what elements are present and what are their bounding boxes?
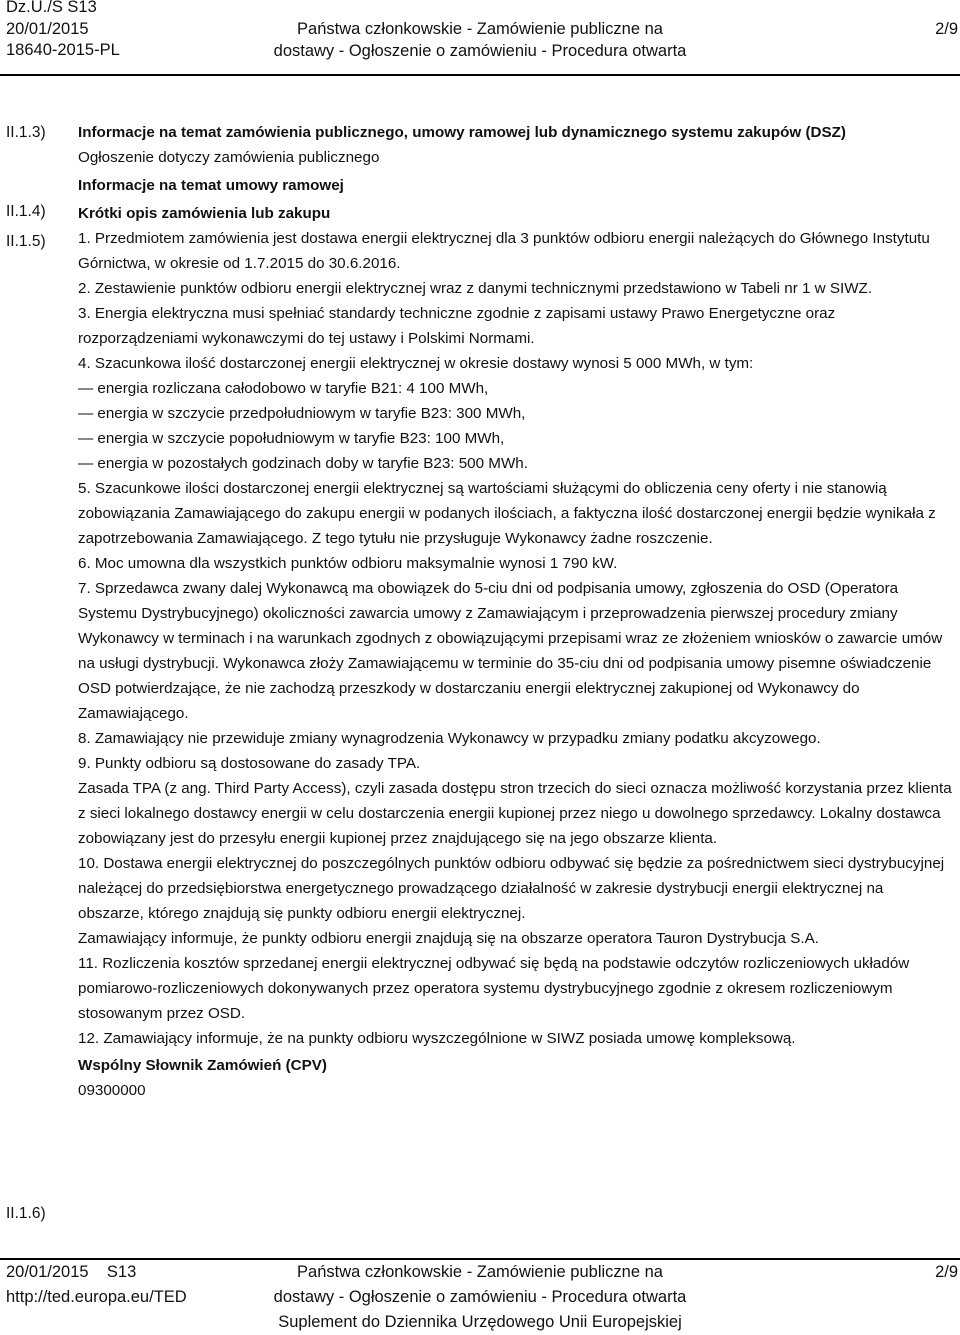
paragraph-6: 6. Moc umowna dla wszystkich punktów odbioru maksymalnie wynosi 1 790 kW. — [78, 555, 618, 572]
paragraph-7: 7. Sprzedawca zwany dalej Wykonawcą ma obowiązek do 5-ciu dni od podpisania umowy, zgłoszenia do OSD (Operatora Systemu Dystrybucyjnego) okoliczności zawarcia umowy z Zamawiającym i przeprowadzenia pierwszej procedury zmiany Wykonawcy w terminach i na warunkach zgodnych z obowiązującymi przepisami wraz ze złożeniem wniosków o zawarcie umów na usługi dystrybucji. Wykonawca złoży Zamawiającemu w terminie do 35-ciu dni od podpisania umowy pisemne oświadczenie OSD potwierdzające, że nie zachodzą przeszkody w dostarczaniu energii elektrycznej zakupionej od Wykonawcy do Zamawiającego. — [78, 580, 943, 722]
header-page-number: 2/9 — [935, 20, 958, 38]
section-title-114: Informacje na temat umowy ramowej — [78, 177, 344, 194]
section-subtitle-113: Ogłoszenie dotyczy zamówienia publicznego — [78, 149, 380, 166]
header-divider — [0, 74, 960, 76]
paragraph-12: 12. Zamawiający informuje, że na punkty odbioru wyszczególnione w SIWZ posiada umowę kompleksową. — [78, 1030, 796, 1047]
paragraph-2: 2. Zestawienie punktów odbioru energii elektrycznej wraz z danymi technicznymi przedstawiono w Tabeli nr 1 w SIWZ. — [78, 280, 873, 297]
footer-title-line2: dostawy - Ogłoszenie o zamówieniu - Procedura otwarta — [273, 1288, 687, 1306]
section-number-116: II.1.6) — [6, 1205, 46, 1222]
footer-center — [0, 1260, 960, 1335]
header-title-line2: dostawy - Ogłoszenie o zamówieniu - Procedura otwarta — [273, 41, 687, 60]
paragraph-4: 4. Szacunkowa ilość dostarczonej energii elektrycznej w okresie dostawy wynosi 5 000 MWh, w tym: — [78, 355, 754, 372]
paragraph-5: 5. Szacunkowe ilości dostarczonej energii elektrycznej są wartościami służącymi do obliczenia ceny oferty i nie stanowią zobowiązania Zamawiającego do zakupu energii w podanych ilościach, a faktyczna ilość dostarczonej energii będzie wynikała z zapotrzebowania Zamawiającego. Z tego tytułu nie przysługuje Wykonawcy żadne roszczenie. — [78, 480, 936, 547]
journal-ref: Dz.U./S S13 — [6, 0, 97, 16]
notice-body — [78, 120, 953, 1103]
section-number-113: II.1.3) — [6, 124, 46, 141]
footer-date: 20/01/2015 S13 — [6, 1263, 137, 1281]
page-header — [0, 0, 960, 76]
page-footer — [0, 1260, 960, 1334]
paragraph-9: 9. Punkty odbioru są dostosowane do zasady TPA. — [78, 755, 421, 772]
ted-link[interactable]: http://ted.europa.eu/TED — [6, 1288, 187, 1306]
notice-number: 18640-2015-PL — [6, 41, 120, 59]
section-title-116: Wspólny Słownik Zamówień (CPV) — [78, 1057, 327, 1074]
paragraph-1: 1. Przedmiotem zamówienia jest dostawa energii elektrycznej dla 3 punktów odbioru energii należących do Głównego Instytutu Górnictwa, w okresie od 1.7.2015 do 30.6.2016. — [78, 230, 930, 272]
paragraph-10: 10. Dostawa energii elektrycznej do poszczególnych punktów odbioru odbywać się będzie za pośrednictwem sieci dystrybucyjnej należącej do przedsiębiorstwa energetycznego prowadzącego działalność w zakresie dystrybucji energii elektrycznej na obszarze, którego znajdują się punkty odbioru energii elektrycznej. — [78, 855, 945, 922]
cpv-code: 09300000 — [78, 1082, 146, 1099]
list-item: — energia w szczycie popołudniowym w taryfie B23: 100 MWh, — [78, 430, 505, 447]
section-number-114: II.1.4) — [6, 203, 46, 220]
paragraph-8: 8. Zamawiający nie przewiduje zmiany wynagrodzenia Wykonawcy w przypadku zmiany podatku akcyzowego. — [78, 730, 821, 747]
paragraph-9-tpa: Zasada TPA (z ang. Third Party Access), czyli zasada dostępu stron trzecich do sieci oznacza możliwość korzystania przez klienta z sieci lokalnego dostawcy energii w celu dostarczenia energii kupionej przez niego u dowolnego sprzedawcy. Lokalny dostawca zobowiązany jest do przesyłu energii kupionej przez znajdującego się na jego obszarze klienta. — [78, 780, 952, 847]
footer-page-number: 2/9 — [935, 1263, 958, 1281]
section-title-113: Informacje na temat zamówienia publicznego, umowy ramowej lub dynamicznego systemu zakupów (DSZ) — [78, 124, 846, 141]
footer-supplement: Suplement do Dziennika Urzędowego Unii Europejskiej — [278, 1313, 682, 1331]
paragraph-10-operator: Zamawiający informuje, że punkty odbioru energii znajdują się na obszarze operatora Tauron Dystrybucja S.A. — [78, 930, 819, 947]
header-title-line1: Państwa członkowskie - Zamówienie publiczne na — [297, 20, 663, 38]
section-number-115: II.1.5) — [6, 233, 46, 250]
paragraph-3: 3. Energia elektryczna musi spełniać standardy techniczne zgodnie z zapisami ustawy Prawo Energetyczne oraz rozporządzeniami wykonawczymi do tej ustawy i Polskimi Normami. — [78, 305, 836, 347]
list-item: — energia w pozostałych godzinach doby w taryfie B23: 500 MWh. — [78, 455, 528, 472]
footer-title-line1: Państwa członkowskie - Zamówienie publiczne na — [297, 1263, 663, 1281]
header-date: 20/01/2015 — [6, 19, 89, 38]
section-title-115: Krótki opis zamówienia lub zakupu — [78, 205, 331, 222]
list-item: — energia rozliczana całodobowo w taryfie B21: 4 100 MWh, — [78, 380, 489, 397]
header-center — [0, 19, 960, 62]
paragraph-11: 11. Rozliczenia kosztów sprzedanej energii elektrycznej odbywać się będą na podstawie odczytów rozliczeniowych układów pomiarowo-rozliczeniowych dokonywanych przez operatora systemu dystrybucyjnego zgodnie z okresem rozliczeniowym stosowanym przez OSD. — [78, 955, 910, 1022]
list-item: — energia w szczycie przedpołudniowym w taryfie B23: 300 MWh, — [78, 405, 526, 422]
